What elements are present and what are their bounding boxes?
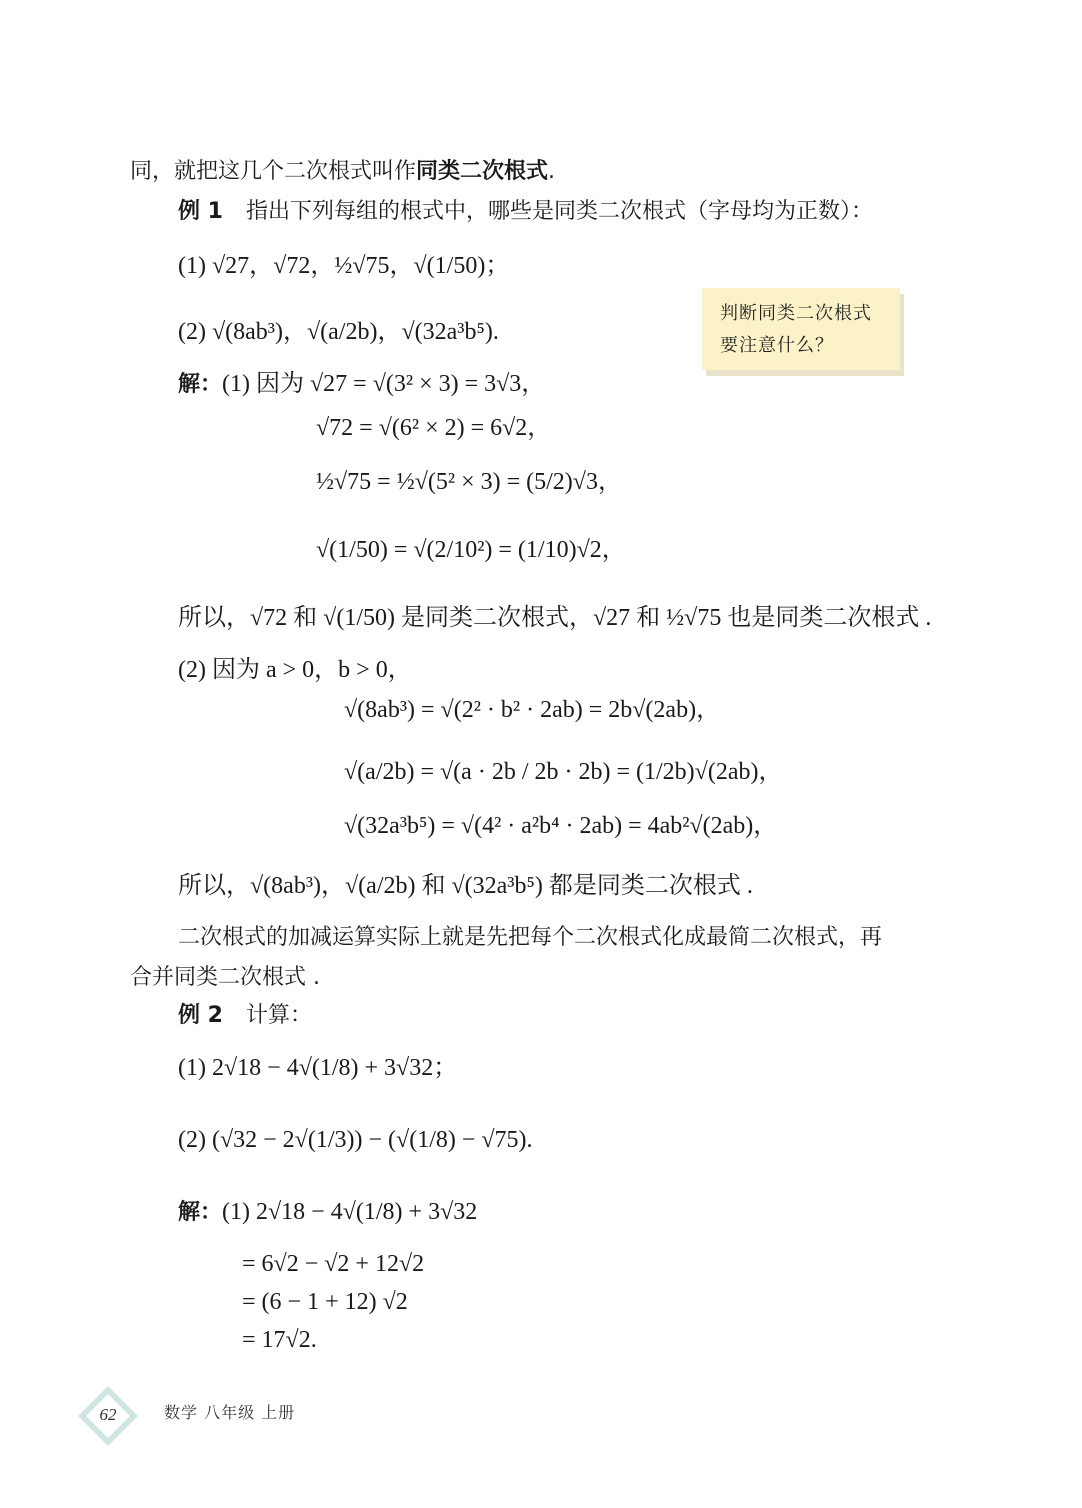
term-similar-radicals: 同类二次根式: [416, 159, 549, 184]
solution-1-line-1: [178, 364, 545, 404]
example-2-solution-line-3: = (6 − 1 + 12) √2: [242, 1289, 408, 1315]
page-number: 62: [99, 1405, 117, 1424]
solution-2-line-2: √(8ab³) = √(2² · b² · 2ab) = 2b√(2ab)，: [344, 697, 721, 723]
note-line-2: 要注意什么？: [720, 335, 834, 356]
example-1-item-2: (2) √(8ab³)，√(a/2b)，√(32a³b⁵).: [178, 319, 499, 345]
side-note: [702, 288, 900, 370]
solution-label: 解：: [178, 372, 223, 397]
example-2-item-1: (1) 2√18 − 4√(1/8) + 3√32；: [178, 1055, 458, 1081]
solution-2-line-4: √(32a³b⁵) = √(4² · a²b⁴ · 2ab) = 4ab²√(2ab)，: [344, 813, 778, 839]
example-2-solution-label: 解：: [178, 1200, 223, 1225]
solution-1-conclusion: 所以，√72 和 √(1/50) 是同类二次根式，√27 和 ½√75 也是同类二次根式 .: [178, 605, 932, 631]
example-2-item-2: (2) (√32 − 2√(1/3)) − (√(1/8) − √75).: [178, 1127, 533, 1153]
note-line-1: 判断同类二次根式: [720, 303, 872, 324]
solution-1-line-3: ½√75 = ½√(5² × 3) = (5/2)√3，: [316, 469, 622, 495]
book-title: 数学 八年级 上册: [164, 1403, 296, 1422]
example-2-solution-line-2: = 6√2 − √2 + 12√2: [242, 1251, 425, 1277]
example-2-label: 例 2: [178, 1003, 223, 1028]
example-2-solution-line-4: = 17√2.: [242, 1327, 317, 1353]
solution-1-line-4: √(1/50) = √(2/10²) = (1/10)√2，: [316, 537, 626, 563]
paragraph-2-line-2: 合并同类二次根式 .: [130, 965, 320, 990]
solution-1-line-2: √72 = √(6² × 2) = 6√2，: [316, 415, 552, 441]
example-1-heading: [178, 192, 873, 232]
intro-text: 同，就把这几个二次根式叫作: [130, 159, 417, 184]
example-2-solution-line-1: [178, 1192, 477, 1232]
example-1-text: 指出下列每组的根式中，哪些是同类二次根式（字母均为正数）：: [245, 199, 873, 224]
solution-1-eq-1: (1) 因为 √27 = √(3² × 3) = 3√3，: [222, 371, 546, 397]
solution-2-line-3: √(a/2b) = √(a · 2b / 2b · 2b) = (1/2b)√(2ab)，: [344, 759, 783, 785]
solution-2-line-1: (2) 因为 a > 0，b > 0，: [178, 657, 412, 683]
example-1-item-1: (1) √27，√72，½√75，√(1/50)；: [178, 253, 510, 279]
intro-end: .: [548, 159, 556, 184]
paragraph-2-line-1: 二次根式的加减运算实际上就是先把每个二次根式化成最简二次根式，再: [178, 925, 883, 950]
example-2-solution-eq-1: (1) 2√18 − 4√(1/8) + 3√32: [222, 1199, 478, 1225]
example-1-label: 例 1: [178, 199, 223, 224]
intro-line: [130, 152, 555, 192]
example-2-text: 计算：: [245, 1003, 312, 1028]
solution-2-conclusion: 所以，√(8ab³)，√(a/2b) 和 √(32a³b⁵) 都是同类二次根式 .: [178, 873, 753, 899]
example-2-heading: [178, 996, 312, 1036]
